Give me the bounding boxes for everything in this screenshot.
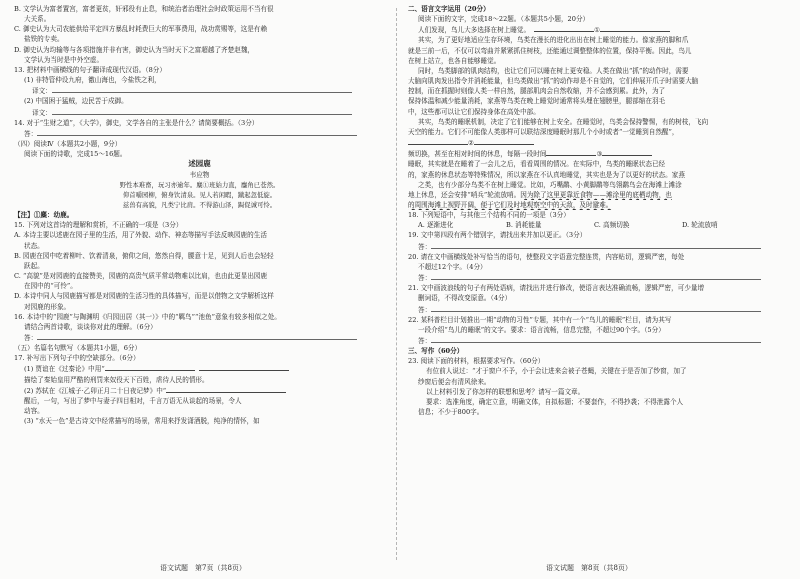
text-line: (3) “水天一色”是古诗文中经常描写的场景，常用来抒发潇酒脱，纯净的情怀，如 <box>24 417 260 426</box>
poem-title: 述园鹿 <box>188 159 211 169</box>
marker-2: ② <box>468 139 474 148</box>
question-22: 22. 某科普栏目计划推出一期“动物的习性”专题，其中有一个“鸟儿的睡眠”栏目，请为其写 <box>408 315 672 324</box>
text-line: (2) 中国困于猛贼，边民苦于戍御。 <box>24 97 128 106</box>
fill-line[interactable] <box>408 24 786 35</box>
text-line: 动容。 <box>24 407 44 416</box>
text-line: C. 御史认为大司农能供给平定四方暴乱时耗费巨大的军事费用，战功赏赐等，这是有赖 <box>14 25 267 34</box>
text-line: 删词语，不得改变原意。（4分） <box>418 294 512 303</box>
poem-line: 仰首嚼园柳，俯身饮清泉。见人若闲暇，蹴起忽低旋。 <box>122 190 277 199</box>
fill-blank[interactable] <box>534 24 594 32</box>
options-row <box>408 220 786 230</box>
question-15: 15. 下列对这首诗的理解和赏析，不正确的一项是（3分） <box>14 221 183 230</box>
question-23: 23. 阅读下面的材料，根据要求写作。（60分） <box>408 357 545 366</box>
question-16: 16. 本诗中的“园鹿”与陶渊明《归园田居（其一）》中的“羁鸟”“池鱼”意象有较多相似之处。 <box>14 312 281 321</box>
wavy-line <box>408 190 786 200</box>
fill-blank[interactable] <box>199 363 289 371</box>
answer-label: 译文： <box>32 87 52 96</box>
fill-prompt: (1) 贾谊在《过秦论》中用“ <box>24 365 105 374</box>
answer-label: 答： <box>418 242 432 251</box>
passage-text: 地上休息，还会安排“哨兵”轮流放哨。 <box>408 190 521 199</box>
fill-blank[interactable] <box>105 363 195 371</box>
answer-line[interactable] <box>408 272 786 283</box>
option-a[interactable]: A. 逐渐进化 <box>418 221 454 230</box>
fill-blank[interactable] <box>600 24 670 32</box>
option-d[interactable]: D. 轮流放哨 <box>682 221 718 230</box>
question-17: 17. 补写出下列句子中的空缺部分。（6分） <box>14 354 140 363</box>
text-line: 天空的能力。它们不可能像人类那样可以联结深度睡眠时那几个小时或者“一觉睡到自然醒”， <box>408 127 679 136</box>
answer-blank[interactable] <box>52 85 352 93</box>
fill-prompt: (2) 苏轼在《江城子·乙卯正月二十日夜记梦》中“ <box>24 386 167 395</box>
text-line: 醒后，一句，写出了梦中与妻子四目相对，千言万语无从谈起的场景，令人 <box>24 396 242 405</box>
text-line: 大关系。 <box>24 15 51 24</box>
left-page <box>14 4 385 555</box>
text-line: 在树上站立，也各自能够睡觉。 <box>408 56 501 65</box>
text-line: 阅读下面的文字，完成18～22题。（本题共5小题，20分） <box>418 15 590 24</box>
fill-line[interactable] <box>408 148 786 159</box>
fill-blank[interactable] <box>166 385 286 393</box>
text-line: 在园中的“可怜”。 <box>24 282 77 291</box>
option-d[interactable]: D. 本诗中同人与园鹿描写都是对园鹿的生活习性的具体描写，而是以借物之文学解析这样 <box>14 292 274 301</box>
text-line: 控制，而在抓握时则像人类一样自然，腿部肌肉会自然收缩，并不会感到累。此外，为了 <box>408 87 666 96</box>
question-18: 18. 下列短语中，与其他三个结构不同的一项是（3分） <box>408 211 570 220</box>
answer-label: 答： <box>418 274 432 283</box>
page-footer-right: 语文试题 第8页（共8页） <box>546 564 632 572</box>
poem-note: 【注】①麋：幼鹿。 <box>14 211 74 220</box>
answer-blank[interactable] <box>431 304 761 312</box>
text-line: 描绘了秦始皇用严酷的刑罚来奴役天下百姓，虐待人民的情形。 <box>24 375 209 384</box>
poem-author: 韦应物 <box>189 170 210 179</box>
answer-line[interactable] <box>14 85 385 96</box>
fill-line[interactable] <box>14 363 385 374</box>
answer-label: 答： <box>418 305 432 314</box>
text-line: 纱窗后便会有清风徐来。 <box>418 377 491 386</box>
question-19: 19. 文中第四段有两个错别字，请找出来并加以更正。（3分） <box>408 231 587 240</box>
text-line: 之类，也有少部分鸟类不在树上睡觉。比如，巧嘴鹬、小黄脚鹬等鸟翎鹬鸟会在海滩上滩涂 <box>418 180 682 189</box>
text-line: 要求：选准角度，确定立意，明确文体，自拟标题；不要套作，不得抄袭；不得泄露个人 <box>426 397 684 406</box>
answer-label: 答： <box>24 129 38 138</box>
text-line: 请结合两首诗歌，谈谈你对此的理解。（6分） <box>24 322 157 331</box>
question-20: 20. 请在文中画横线处补写恰当的语句，使整段文字语意完整连贯，内容贴切，逻辑严密，每处 <box>408 252 685 261</box>
section-heading: （四）阅读Ⅳ（本题共2小题，9分） <box>14 140 122 149</box>
wavy-underlined-sentence: 的周围海滩上视野开阔，便于它们及时地观察空中的天敌，及时避难。 <box>408 200 613 209</box>
right-page <box>408 4 786 555</box>
answer-label: 译文： <box>32 108 52 117</box>
wavy-underlined-sentence: 因为除了这里更靠近食物——滩涂里的底栖动物，也 <box>520 190 672 199</box>
fill-blank[interactable] <box>474 137 534 145</box>
section-heading: 三、写作（60分） <box>408 347 464 356</box>
text-line: D. 御史认为均输等与各项措施并非有害，御史认为当时天下之富超越了齐楚赵魏， <box>14 45 255 54</box>
answer-blank[interactable] <box>431 241 761 249</box>
text-line: 一段介绍“鸟儿的睡眠”的文字。要求：语言流畅，信息完整，不超过90个字。（5分） <box>418 325 665 334</box>
answer-blank[interactable] <box>37 128 357 136</box>
answer-label: 答： <box>418 337 432 345</box>
text-line: 以上材料引发了你怎样的联想和思考？请写一篇文章。 <box>426 387 585 396</box>
text-line: 保持体温和减少能量消耗，家燕等鸟类在晚上睡觉时通常将头埋在翅膀里，腿部缩在羽毛 <box>408 97 666 106</box>
answer-line[interactable] <box>408 335 786 346</box>
passage-text: 人们发现，鸟儿大多选择在树上睡觉。 <box>418 26 531 35</box>
text-line: 同时，鸟类脚部的肌肉结构，也让它们可以睡在树上更安稳。人类在做出“抓”的动作时，需要 <box>418 66 689 75</box>
fill-line[interactable] <box>14 385 385 396</box>
text-line: 对园鹿的形象。 <box>24 302 71 311</box>
text-line: 睡眠，其实就是在睡着了一会儿之后，看看周围的情况。在实际中，鸟类的睡眠状态已经 <box>408 160 666 169</box>
text-line: 状态。 <box>24 241 44 250</box>
text-line: 就是三前一后，不仅可以弯曲并紧紧抓住树枝，还能通过调整整体的位置，保持平衡。因此，鸟儿 <box>408 46 692 55</box>
fill-blank[interactable] <box>546 148 596 156</box>
question-13: 13. 把材料中画横线的句子翻译成现代汉语。（8分） <box>14 65 166 74</box>
text-line: 盐铁的专卖。 <box>24 35 64 44</box>
fill-blank[interactable] <box>408 137 468 145</box>
section-heading: （五）名篇名句默写（本题共1小题，6分） <box>14 344 142 353</box>
poem-line: 野性本难畜，玩习亦逾年。麋①班始力直，鏖角已苍然。 <box>119 180 280 189</box>
passage-text: 频切换，甚至在相对时间的休息，每隔一段时间 <box>408 150 547 159</box>
text-line: 不超过12个字。（4分） <box>418 262 487 271</box>
text-line: 中，这些都可以让它们保持身体在高处中部。 <box>408 107 540 116</box>
option-a[interactable]: A. 本诗主要以述鹿在园子里的生活，用了外貌、动作、神态等描写手法反映园鹿的生活 <box>14 231 267 240</box>
option-b[interactable]: B. 园鹿在园中吃着柳叶、饮着清泉，俯仰之间，悠然自得，腰意十足，见到人后也会轻轻 <box>14 251 274 260</box>
answer-line[interactable] <box>14 128 385 139</box>
answer-line[interactable] <box>14 107 385 118</box>
page-footer-left: 语文试题 第7页（共8页） <box>160 564 246 572</box>
text-line: 有位前人说过：“才于窗户不予，小于会让进来会被子苍蝇，关键在于是否加了纱窗，加了 <box>426 367 687 376</box>
text-line: 文学认为当时是中外空虚。 <box>24 55 104 64</box>
question-21: 21. 文中画波浪线的句子有两处语病，请找出并进行修改，使语言表达准确流畅，逻辑严密，可少量增 <box>408 284 705 293</box>
page-divider <box>396 8 397 560</box>
answer-label: 答： <box>24 334 38 342</box>
text-line: 其实，鸟类的睡眠机制，决定了它们能够在树上安全。在睡觉时，鸟类会保持警惕，有的树枝，飞向 <box>418 117 709 126</box>
answer-blank[interactable] <box>37 332 357 340</box>
option-b[interactable]: B. 消耗能量 <box>506 221 542 230</box>
text-line: B. 文学认为富者置宫，富者更贫，奸邪役有止息，和统治者治理社会时政策运用不当有很 <box>14 5 274 13</box>
poem-line: 兹兽有高貌，凡类宁比肩。不得游山泽，跼促诚可怜。 <box>122 200 277 209</box>
marker-3: ③ <box>596 150 603 159</box>
text-line: 信息；不少于800字。 <box>418 408 484 417</box>
fill-blank[interactable] <box>602 148 652 156</box>
fill-line[interactable] <box>408 137 786 148</box>
answer-blank[interactable] <box>431 335 761 343</box>
answer-line[interactable] <box>408 304 786 315</box>
answer-blank[interactable] <box>52 107 352 115</box>
text-line: 其实，为了更好地适应生存环境，鸟类在漫长的进化出出在树上睡觉的能力。像家燕的脚和爪 <box>418 36 689 45</box>
answer-line[interactable] <box>14 332 385 343</box>
answer-line[interactable] <box>408 241 786 252</box>
marker-1: ① <box>594 26 601 35</box>
text-line: 的，家燕的休息状态等特殊情况，所以家燕在不认真地睡觉，其实也是为了以更好的状态。家燕 <box>408 170 685 179</box>
section-heading: 二、语言文字运用（20分） <box>408 5 490 13</box>
option-c[interactable]: C. 高频切换 <box>594 221 630 230</box>
text-line: 跃起。 <box>24 261 44 270</box>
text-line: 阅读下面的诗歌，完成15～16题。 <box>24 150 127 159</box>
question-14: 14. 对于“生财之道”，《大学》，御史，文学各自的主张是什么？请简要概括。（3分） <box>14 118 259 127</box>
answer-blank[interactable] <box>431 272 761 280</box>
text-line: 大脑向肌肉发出指令并消耗能量，但鸟类做出“抓”的动作却是不自觉的，它们伸展开爪子时需要大脑 <box>408 77 699 86</box>
option-c[interactable]: C. “高貌”是对园鹿的直接赞美，园鹿的高贵气质平常动物难以比肩，也由此更显出园鹿 <box>14 272 268 281</box>
text-line: (1) 非特管仲设九府，徼山海也，今盐铁之利， <box>24 76 161 85</box>
